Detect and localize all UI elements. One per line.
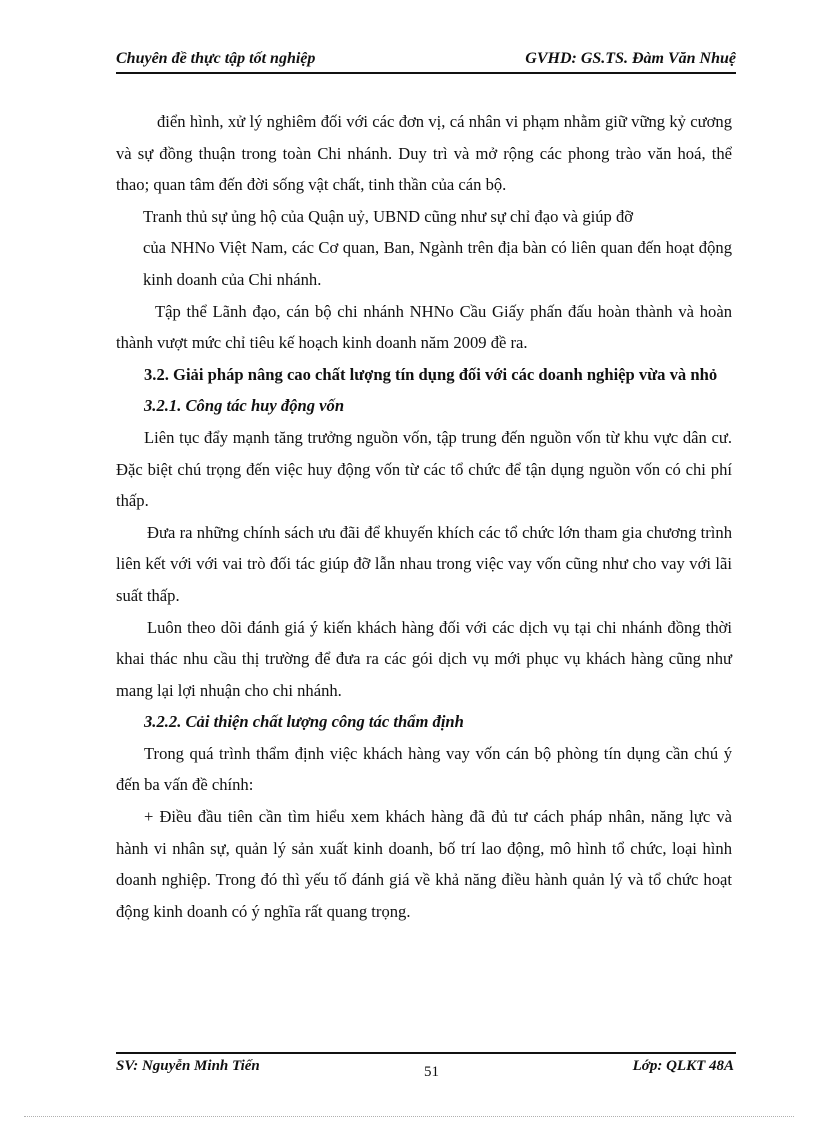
footer-class: Lớp: QLKT 48A (632, 1058, 734, 1074)
paragraph: + Điều đầu tiên cần tìm hiểu xem khách hàng đã đủ tư cách pháp nhân, năng lực và hành vi nhân sự, quản lý sản xuất kinh doanh, bố trí lao động, mô hình tổ chức, loại hình doanh nghiệp. Trong đó thì yếu tố đánh giá về khả năng điều hành quản lý và tổ chức hoạt động kinh doanh có ý nghĩa rất quang trọng. (116, 807, 732, 921)
paragraph: Trong quá trình thẩm định việc khách hàng vay vốn cán bộ phòng tín dụng cần chú ý đến ba vấn đề chính: (116, 743, 732, 795)
subsection-heading: 3.2.1. Công tác huy động vốn (144, 396, 345, 416)
paragraph: Đưa ra những chính sách ưu đãi để khuyến khích các tổ chức lớn tham gia chương trình liên kết với với vai trò đối tác giúp đỡ lẫn nhau trong việc vay vốn cũng như cho vay với lãi suất thấp. (116, 522, 732, 605)
subsection-heading: 3.2.2. Cải thiện chất lượng công tác thẩm định (144, 712, 464, 732)
page-header (116, 46, 736, 74)
paragraph: Liên tục đẩy mạnh tăng trưởng nguồn vốn, tập trung đến nguồn vốn từ khu vực dân cư. Đặc biệt chú trọng đến việc huy động vốn từ các tổ chức để tận dụng nguồn vốn có chi phí thấp. (116, 427, 732, 511)
paragraph-first-line: Tranh thủ sự ủng hộ của Quận uỷ, UBND cũng như sự chỉ đạo và giúp đỡ (143, 206, 634, 226)
page-content (116, 106, 732, 927)
footer-divider (116, 1052, 736, 1054)
paragraph: Luôn theo dõi đánh giá ý kiến khách hàng đối với các dịch vụ tại chi nhánh đồng thời khai thác nhu cầu thị trường để đưa ra các gói dịch vụ mới phục vụ khách hàng cũng như mang lại lợi nhuận cho chi nhánh. (116, 617, 732, 700)
page-break-line (24, 1116, 794, 1117)
paragraph: điển hình, xử lý nghiêm đối với các đơn vị, cá nhân vi phạm nhằm giữ vững kỷ cương và sự đồng thuận trong toàn Chi nhánh. Duy trì và mở rộng các phong trào văn hoá, thể thao; quan tâm đến đời sống vật chất, tinh thần của cán bộ. (116, 112, 732, 195)
footer-student: SV: Nguyễn Minh Tiến (116, 1058, 260, 1074)
header-title: Chuyên đề thực tập tốt nghiệp (116, 50, 316, 67)
header-advisor: GVHD: GS.TS. Đàm Văn Nhuệ (525, 50, 736, 67)
paragraph: Tập thể Lãnh đạo, cán bộ chi nhánh NHNo Cầu Giấy phấn đấu hoàn thành và hoàn thành vượt mức chỉ tiêu kế hoạch kinh doanh năm 2009 đề ra. (116, 301, 732, 353)
page-number: 51 (424, 1064, 439, 1080)
paragraph-continued: của NHNo Việt Nam, các Cơ quan, Ban, Ngành trên địa bàn có liên quan đến hoạt động kinh doanh của Chi nhánh. (143, 238, 732, 289)
section-heading: 3.2. Giải pháp nâng cao chất lượng tín dụng đối với các doanh nghiệp vừa và nhỏ (144, 364, 718, 384)
